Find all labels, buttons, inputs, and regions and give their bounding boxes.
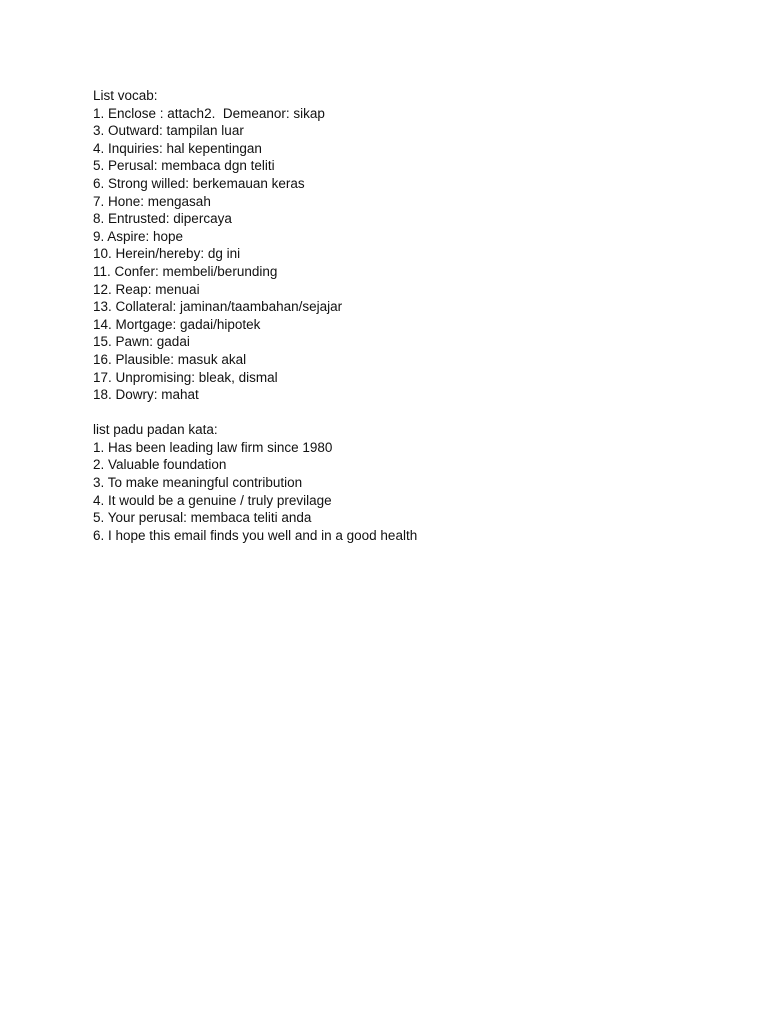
vocab-item: 8. Entrusted: dipercaya <box>93 211 232 227</box>
vocab-list <box>93 105 713 404</box>
vocab-item: 15. Pawn: gadai <box>93 334 190 350</box>
vocab-item: 18. Dowry: mahat <box>93 387 199 403</box>
padu-padan-list <box>93 439 713 545</box>
vocab-item: 9. Aspire: hope <box>93 228 184 244</box>
vocab-item: 6. Strong willed: berkemauan keras <box>93 175 305 191</box>
vocab-item: 10. Herein/hereby: dg ini <box>93 246 241 262</box>
vocab-item: 5. Perusal: membaca dgn teliti <box>93 158 275 174</box>
vocab-item: 1. Enclose : attach2. Demeanor: sikap <box>93 105 325 121</box>
padu-padan-item: 4. It would be a genuine / truly previlage <box>93 492 332 508</box>
padu-padan-item: 3. To make meaningful contribution <box>93 475 303 491</box>
document-content <box>93 87 713 544</box>
vocab-item: 11. Confer: membeli/berunding <box>93 263 278 279</box>
padu-padan-item: 2. Valuable foundation <box>93 457 227 473</box>
vocab-item: 17. Unpromising: bleak, dismal <box>93 369 278 385</box>
vocab-item: 14. Mortgage: gadai/hipotek <box>93 316 261 332</box>
vocab-item: 7. Hone: mengasah <box>93 193 211 209</box>
vocab-heading: List vocab: <box>93 88 158 103</box>
vocab-item: 13. Collateral: jaminan/taambahan/sejajar <box>93 299 343 315</box>
padu-padan-item: 6. I hope this email finds you well and in a good health <box>93 527 418 543</box>
padu-padan-item: 5. Your perusal: membaca teliti anda <box>93 510 312 526</box>
vocab-item: 4. Inquiries: hal kepentingan <box>93 140 262 156</box>
padu-padan-item: 1. Has been leading law firm since 1980 <box>93 439 333 455</box>
vocab-item: 12. Reap: menuai <box>93 281 200 297</box>
padu-padan-heading: list padu padan kata: <box>93 422 218 438</box>
vocab-item: 16. Plausible: masuk akal <box>93 351 247 367</box>
section-gap <box>93 404 713 422</box>
vocab-item: 3. Outward: tampilan luar <box>93 123 244 139</box>
